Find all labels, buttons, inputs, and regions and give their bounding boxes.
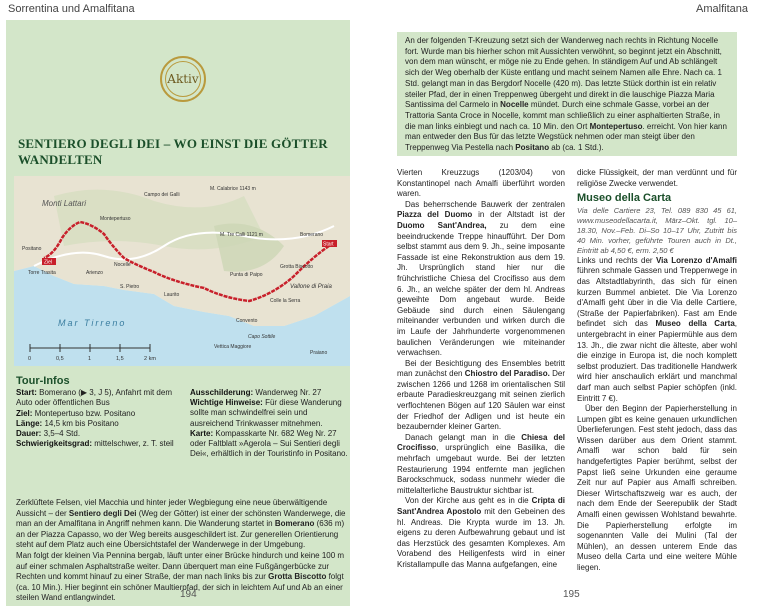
map-place-7: Bomerano: [300, 232, 324, 238]
aktiv-box: [6, 20, 350, 606]
map-place-14: Vallone di Praia: [290, 284, 332, 290]
map-place-3: Positano: [22, 246, 42, 252]
map-start-label: Start: [323, 241, 334, 248]
continued-hike-box: An der folgenden T-Kreuzung setzt sich der Wanderweg nach rechts in Richtung Nocelle fort. Wurde man bis hierher schon mit Aussichten verwöhnt, so beginnt jetzt ein Abschnitt, von dem man wünscht, er möge nie zu Ende gehen. In ständigem Auf und Ab schlängelt sich der Weg oberhalb der Küste entlang und macht seinem Namen alle Ehre. Nach ca. 1 Std. gelangt man in das Bergdorf Nocelle (420 m). Das letzte Stück dorthin ist ein relativ steiler Pfad, der in einen Treppenweg übergeht und direkt in die lauschige Piazza Maria Santissima del Carmelo in Nocelle mündet. Durch eine schmale Gasse, vorbei an der Trattoria Santa Croce in Nocelle, kommt man schließlich zu einer asphaltierten Straße, in die man links einbiegt und nach ca. 10 Min. den Ort Montepertuso. erreicht. Von hier kann man entweder den Bus für das letzte Wegstück nehmen oder man steigt über den Treppenweg Via Pestella nach Positano ab (ca. 1 Std.).: [397, 32, 737, 156]
map-place-5: Montepertuso: [100, 216, 131, 222]
right-page: [379, 0, 758, 606]
map-place-12: M. Tre Calli 1121 m: [220, 232, 263, 238]
aktiv-badge: [160, 56, 206, 102]
museum-title: Museo della Carta: [577, 192, 672, 205]
map-place-6: Nocelle: [114, 262, 131, 268]
map-ziel-label: Ziel: [44, 259, 53, 266]
running-head-left: Sorrentina und Amalfitana: [8, 3, 135, 15]
map-place-11: Laurito: [164, 292, 180, 298]
tour-infos-right: Ausschilderung: Wanderweg Nr. 27 Wichtige Hinweise: Für diese Wanderung sollte man schwindelfrei sein und ausreichend Trinkwasser mitnehmen. Karte: Kompasskarte Nr. 682 Weg Nr. 27 oder Faltblatt »Agerola – Sui Sentieri degli Dei«, erhältlich in der Touristinfo in Positano.: [190, 388, 348, 459]
scale-label-1: 0,5: [56, 356, 64, 362]
museum-address: Via delle Cartiere 23, Tel. 089 830 45 61, www.museodellacarta.it, März–Okt. tgl. 10–18.30, Nov.–Feb. Di–So 10–17 Uhr, Zutritt bis 40 Min. vorher, geführte Touren auch in Dt., Eintritt ab 4,50 €, erm. 2,50 €: [577, 205, 737, 255]
map-place-4: Torre Trasita: [28, 270, 56, 276]
map-place-8: Grotta Biscotto: [280, 264, 314, 270]
map-place-2: M. Calabrice 1143 m: [210, 186, 256, 192]
map-place-16: Convento: [236, 318, 258, 324]
tour-infos-heading: Tour-Infos: [16, 375, 70, 387]
map-place-0: Monti Lattari: [42, 199, 87, 208]
map-place-20: Mar Tirreno: [58, 318, 127, 328]
map-place-17: Vettica Maggiore: [214, 344, 252, 350]
map-place-15: Colle la Serra: [270, 298, 301, 304]
text-column-1: Vierten Kreuzzugs (1203/04) von Konstantinopel nach Amalfi überführt worden waren. Das beherrschende Bauwerk der zentralen Piazza del Duomo in der Altstadt ist der Duomo Sant'Andrea, zu dem eine beeindruckende Treppe hinaufführt. Der Dom selbst stammt aus dem 9. Jh., seine imposante Fassade ist eine Rekonstruktion aus dem 19. Jh. Ursprünglich stand hier nur die frühchristliche Chiesa del Crocifisso aus dem 6. Jh., an welche später der dem hl. Andreas geweihte Dom angebaut wurde. Beide Gebäude sind durch einen Säulengang miteinander verbunden und wirken durch die im Laufe der Jahrhunderte vorgenommenen baulichen Veränderungen wie miteinander verwachsen. Bei der Besichtigung des Ensembles betritt man zunächst den Chiostro del Paradiso. Der zwischen 1266 und 1268 im orientalischen Stil erbaute Paradieskreuzgang mit seinen zierlich verflochtenen Bögen auf 120 Säulen war einst der Friedhof der Adligen und ist heute ein bezaubernder kleiner Garten. Danach gelangt man in die Chiesa del Crocifisso, ursprünglich eine Basilika, die mehrfach umgebaut wurde. Bei der letzten Restaurierung 1994 entfernte man jeglichen Barockschmuck, sodass nunmehr wieder die mittelalterliche Baustruktur sichtbar ist. Von der Kirche aus geht es in die Cripta di Sant'Andrea Apostolo mit den Gebeinen des hl. Andreas. Die Krypta wurde im 13. Jh. eigens zu deren Aufbewahrung gebaut und ist das Herzstück des gesamten Komplexes. Am Vorabend des Heiligenfests wird in einer Kristallampulle das Manna aufgefangen, eine: [397, 168, 566, 569]
map-place-1: Campo dei Galli: [144, 192, 180, 198]
map-place-9: Arienzo: [86, 270, 103, 276]
map-place-10: S. Pietro: [120, 284, 140, 290]
text-column-2: dicke Flüssigkeit, der man verdünnt und für religiöse Zwecke verwendet. Museo della Carta Via delle Cartiere 23, Tel. 089 830 45 61, www.museodellacarta.it, März–Okt. tgl. 10–18.30, Nov.–Feb. Di–So 10–17 Uhr, Zutritt bis 40 Min. vorher, geführte Touren auch in Dt., Eintritt ab 4,50 €, erm. 2,50 € Links und rechts der Via Lorenzo d'Amalfi führen schmale Gassen und Treppenwege in das Altstadtlabyrinth, das sich für einen kurzen Bummel anbietet. Die Via Lorenzo d'Amalfi geht über in die Via delle Cartiere, (Straße der Papierfabriken). Fast am Ende befindet sich das Museo della Carta, untergebracht in einer Papiermühle aus dem 13. Jh., die zwar nicht die älteste, aber wohl die einzige in Europa ist, die noch komplett selbst produziert. Das traditionelle Handwerk wird hier anschaulich erklärt und manchmal darf man auch selbst Papier schöpfen (inkl. Eintritt 7 €). Über den Beginn der Papierherstellung in Lumpen gibt es keine genauen urkundlichen Überlieferungen. Fest steht jedoch, dass das Wissen darüber aus dem Orient stammt. Amalfi war schon bald für sein handgefertigtes Papier berühmt, selbst der Papst ließ seine Urkunden eine geraume Zeit nur auf Papier aus Amalfi schreiben. Dieser Wirtschaftszweig war es auch, der nach dem Ende der Seerepublik der Stadt Amalfi einen gewissen Wohlstand bewahrte. Die Papierherstellung erfolgte im sogenannten Valle dei Mulini (Tal der Mühlen), an dessen unterem Ende das Museo della Carta und eine weitere Mühle liegen.: [577, 168, 737, 572]
map-place-18: Praiano: [310, 350, 328, 356]
scale-label-0: 0: [28, 356, 32, 362]
scale-label-2: 1: [88, 356, 92, 362]
page-number-left: 194: [180, 589, 197, 600]
tour-infos-left: Tour-Infos Start: Bomerano (▶ 3, J 5), Anfahrt mit dem Auto oder öffentlichen Bus Ziel: Montepertuso bzw. Positano Länge: 14,5 km bis Positano Dauer: 3,5–4 Std. Schwierigkeitsgrad: mittelschwer, z. T. steil: [16, 376, 186, 449]
scale-label-3: 1,5: [116, 356, 124, 362]
hike-description: Zerklüftete Felsen, viel Macchia und hinter jeder Wegbiegung eine neue überwältigende Aussicht – der Sentiero degli Dei (Weg der Götter) ist einer der schönsten Wanderwege, die man an der Amalfitana in Angriff nehmen kann. Die Wanderung startet in Bomerano (636 m) an der Piazza Capasso, wo der Weg bereits ausgeschildert ist. Zur generellen Orientierung steht auf dem Platz auch eine Übersichtstafel der Wanderwege in der Umgebung. Man folgt der kleinen Via Pennina bergab, läuft unter einer Brücke hindurch und keine 100 m auf einer schmalen Asphaltstraße weiter. Dann überquert man eine Fußgängerbücke zur Rechten und kommt hinauf zu einer Straße, der man nach links bis zur Grotta Biscotto folgt (ca. 10 Min.). Hier beginnt ein schöner Maultierpfad, der sich in leichtem Auf und Ab an einer steilen Wand entlangwindet.: [16, 498, 346, 603]
aktiv-badge-label: Aktiv: [167, 72, 199, 86]
running-head-right: Amalfitana: [696, 3, 748, 15]
map-place-13: Punta di Paipo: [230, 272, 263, 278]
hiking-map: [14, 176, 350, 366]
aktiv-title: SENTIERO DEGLI DEI – WO EINST DIE GÖTTER WANDELTEN: [18, 136, 328, 167]
scale-label-4: 2 km: [144, 356, 156, 362]
page-number-right: 195: [563, 589, 580, 600]
map-place-19: Capo Sottile: [248, 334, 276, 340]
